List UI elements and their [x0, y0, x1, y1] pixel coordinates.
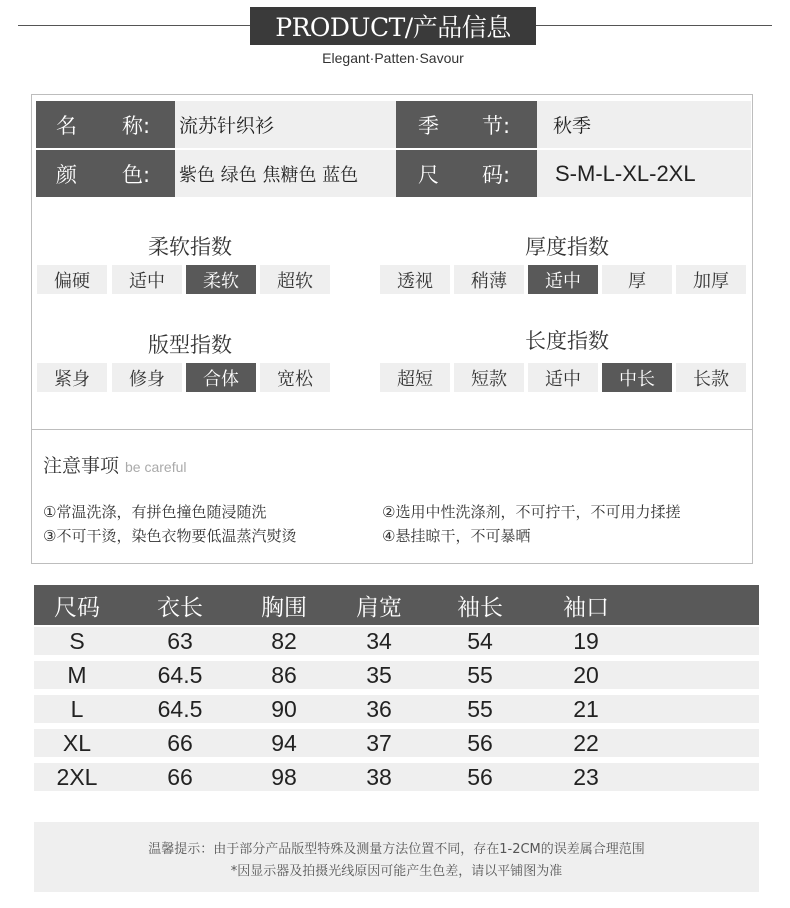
page-title: PRODUCT/产品信息: [250, 7, 536, 45]
name-label: 名 称:: [36, 101, 175, 148]
size-cell: XL: [62, 729, 92, 756]
size-table-row: [34, 695, 759, 723]
softness-option: 柔软: [186, 265, 256, 294]
thickness-index-title: 厚度指数: [525, 235, 609, 259]
size-table-row: [34, 627, 759, 655]
care-divider: [32, 429, 752, 430]
care-item: ①常温洗涤，有拼色撞色随浸随洗: [43, 503, 267, 521]
length-option: 短款: [454, 363, 524, 392]
sleeve-cell: 55: [467, 695, 493, 722]
softness-option: 偏硬: [37, 265, 107, 294]
size-table-header-cell: 肩宽: [356, 594, 402, 621]
size-table-header-cell: 袖口: [563, 594, 609, 621]
sleeve-cell: 56: [467, 729, 493, 756]
softness-option: 适中: [112, 265, 182, 294]
length-option: 超短: [380, 363, 450, 392]
size-table-header-cell: 衣长: [157, 594, 203, 621]
length-index-title: 长度指数: [525, 329, 609, 353]
fit-option: 修身: [112, 363, 182, 392]
softness-index-title: 柔软指数: [148, 235, 232, 259]
care-item: ④悬挂晾干，不可暴晒: [382, 527, 531, 545]
care-title-text: 注意事项: [43, 455, 120, 477]
thickness-option: 透视: [380, 265, 450, 294]
size-table-row: [34, 729, 759, 757]
size-cell: L: [70, 695, 84, 722]
length-cell: 66: [167, 729, 193, 756]
page-subtitle: Elegant·Patten·Savour: [322, 50, 464, 66]
chest-cell: 82: [271, 627, 297, 654]
chest-cell: 98: [271, 763, 297, 790]
footer-note-line: *因显示器及拍摄光线原因可能产生色差，请以平铺图为准: [230, 864, 563, 879]
thickness-option: 加厚: [676, 265, 746, 294]
cuff-cell: 22: [573, 729, 599, 756]
cuff-cell: 23: [573, 763, 599, 790]
sleeve-cell: 55: [467, 661, 493, 688]
care-item: ③不可干烫，染色衣物要低温蒸汽熨烫: [43, 527, 297, 545]
size-table-header-cell: 袖长: [457, 594, 503, 621]
softness-option: 超软: [260, 265, 330, 294]
shoulder-cell: 34: [366, 627, 392, 654]
name-value: 流苏针织衫: [175, 101, 396, 148]
cuff-cell: 19: [573, 627, 599, 654]
length-option: 长款: [676, 363, 746, 392]
thickness-option: 厚: [602, 265, 672, 294]
size-table-header-cell: 尺码: [54, 594, 100, 621]
chest-cell: 90: [271, 695, 297, 722]
size-cell: S: [69, 627, 85, 654]
sleeve-cell: 54: [467, 627, 493, 654]
color-label: 颜 色:: [36, 150, 175, 197]
care-item: ②选用中性洗涤剂，不可拧干，不可用力揉搓: [382, 503, 681, 521]
thickness-option: 稍薄: [454, 265, 524, 294]
footer-note-line: 温馨提示：由于部分产品版型特殊及测量方法位置不同，存在1-2CM的误差属合理范围: [148, 842, 645, 857]
shoulder-cell: 37: [366, 729, 392, 756]
chest-cell: 94: [271, 729, 297, 756]
length-option: 中长: [602, 363, 672, 392]
footer-note: [34, 822, 759, 892]
size-table-header-cell: 胸围: [261, 594, 307, 621]
care-title: [43, 451, 187, 478]
length-cell: 64.5: [157, 661, 203, 688]
size-value: S-M-L-XL-2XL: [537, 150, 751, 197]
size-table-header: [34, 585, 759, 625]
size-label: 尺 码:: [396, 150, 537, 197]
size-cell: M: [67, 661, 87, 688]
shoulder-cell: 38: [366, 763, 392, 790]
fit-option: 宽松: [260, 363, 330, 392]
length-cell: 66: [167, 763, 193, 790]
length-cell: 63: [167, 627, 193, 654]
chest-cell: 86: [271, 661, 297, 688]
season-value: 秋季: [537, 101, 751, 148]
shoulder-cell: 35: [366, 661, 392, 688]
length-cell: 64.5: [157, 695, 203, 722]
cuff-cell: 20: [573, 661, 599, 688]
product-info-box: [31, 94, 753, 564]
size-cell: 2XL: [56, 763, 98, 790]
cuff-cell: 21: [573, 695, 599, 722]
care-subtitle: be careful: [125, 459, 187, 475]
color-value: 紫色 绿色 焦糖色 蓝色: [175, 150, 396, 197]
header-rule-right: [536, 25, 772, 26]
sleeve-cell: 56: [467, 763, 493, 790]
length-option: 适中: [528, 363, 598, 392]
header-rule-left: [18, 25, 250, 26]
size-table-row: [34, 661, 759, 689]
fit-index-title: 版型指数: [148, 333, 232, 357]
fit-option: 紧身: [37, 363, 107, 392]
shoulder-cell: 36: [366, 695, 392, 722]
thickness-option: 适中: [528, 265, 598, 294]
fit-option: 合体: [186, 363, 256, 392]
size-table-row: [34, 763, 759, 791]
season-label: 季 节:: [396, 101, 537, 148]
